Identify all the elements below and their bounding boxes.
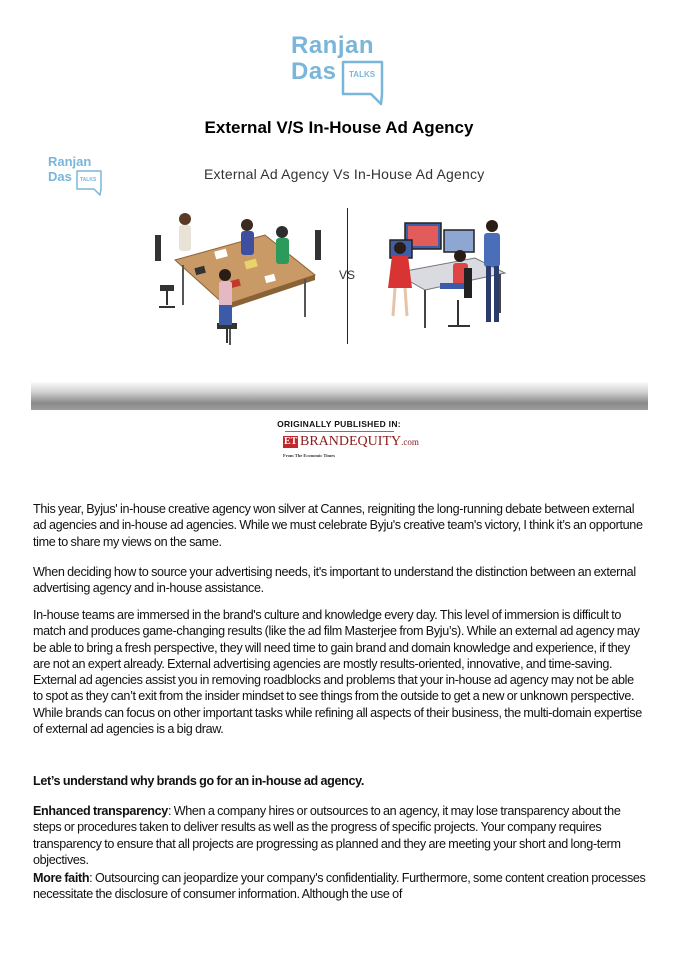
paragraph-3: In-house teams are immersed in the brand's culture and knowledge every day. This level of immersion is difficult to match and produces game-changing results (like the ad film Masterjee from Byju’s). While an external ad agency may be able to bring a fresh perspective, they will need time to gain brand and domain knowledge and experience, if they are not an expert already. External advertising agencies are mostly results-oriented, innovative, and time-saving. External ad agencies assist you in removing roadblocks and problems that your in-house ad agency may not be able to spot as they can’t exit from the insider mindset to see things from the outside to get a new or unknown perspective. While brands can focus on other important tasks while refining all aspects of their business, the multi-domain expertise of external ad agencies is a big draw. bbox=[33, 608, 642, 737]
logo-line2: Das bbox=[291, 58, 337, 85]
paragraph-2: When deciding how to source your advertising needs, it's important to understand the distinction between an external advertising agency and in-house assistance. bbox=[33, 565, 636, 596]
in-house-team-icon bbox=[380, 218, 530, 343]
et-badge: ET bbox=[284, 436, 298, 447]
paragraph-1: This year, Byjus' in-house creative agency won silver at Cannes, reigniting the long-running debate between external ad agencies and in-house ad agencies. While we must celebrate Byju's creative team's victory, I think it’s an opportune time to share my views on the same. bbox=[33, 502, 643, 549]
faith-text: : Outsourcing can jeopardize your company's confidentiality. Furthermore, some content creation processes necessitate the disclosure of consumer information. Although the use of bbox=[33, 871, 646, 902]
banner-logo-line2: Das bbox=[48, 169, 72, 184]
logo-suffix: TALKS bbox=[349, 70, 376, 79]
logo-line1: Ranjan bbox=[291, 32, 375, 59]
ranjan-das-talks-logo bbox=[287, 28, 387, 106]
brand-tagline: From The Economic Times bbox=[283, 453, 336, 458]
paragraph-faith bbox=[33, 870, 646, 903]
transparency-text: : When a company hires or outsources to an agency, it may lose transparency about the steps or procedures taken to deliver results as well as the progress of specific projects. Your company requires transparency to ensure that all projects are progressing as planned and they are meeting your short and long-term objectives. bbox=[33, 804, 621, 867]
publication-underline bbox=[285, 431, 394, 432]
paragraph-transparency bbox=[33, 803, 646, 868]
brand-word: BRANDEQUITY bbox=[300, 434, 402, 449]
vs-label: VS bbox=[339, 268, 356, 282]
faith-label: More faith bbox=[33, 871, 90, 885]
banner-logo-line1: Ranjan bbox=[48, 154, 92, 169]
banner-caption: External Ad Agency Vs In-House Ad Agency bbox=[204, 166, 485, 182]
transparency-label: Enhanced transparency bbox=[33, 804, 168, 818]
brand-domain: .com bbox=[401, 437, 419, 447]
banner-logo bbox=[46, 152, 106, 196]
brand-name bbox=[300, 434, 419, 450]
banner-logo-suffix: TALKS bbox=[80, 177, 97, 183]
section-heading: Let’s understand why brands go for an in-house ad agency. bbox=[33, 774, 365, 788]
external-agency-team-icon bbox=[155, 205, 325, 355]
section-divider-bar bbox=[31, 382, 648, 410]
page-title: External V/S In-House Ad Agency bbox=[204, 118, 474, 137]
publication-label: ORIGINALLY PUBLISHED IN: bbox=[277, 419, 401, 429]
